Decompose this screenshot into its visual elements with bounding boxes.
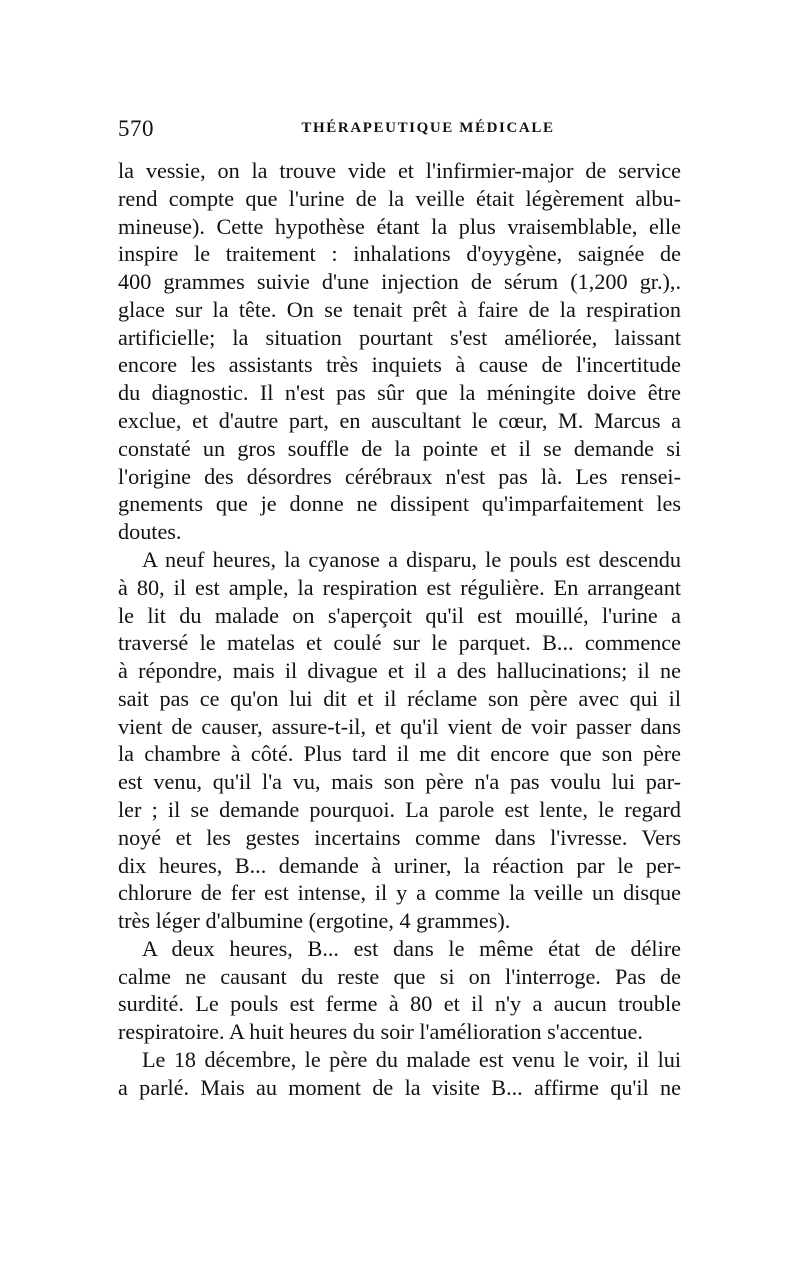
text-line: doutes. [118,519,182,545]
text-line: calme ne causant du reste que si on l'interroge. Pas de [118,963,681,989]
text-line: noyé et les gestes incertains comme dans l'ivresse. Vers [118,824,681,850]
page-number: 570 [118,116,154,141]
text-line: l'origine des désordres cérébraux n'est pas là. Les rensei- [118,463,681,489]
page-header [118,116,680,146]
paragraph-first-line: A deux heures, B... est dans le même état de délire [142,935,681,961]
text-line: encore les assistants très inquiets à cause de l'incertitude [118,352,681,378]
text-line: glace sur la tête. On se tenait prêt à faire de la respiration [118,296,681,322]
text-line: vient de causer, assure-t-il, et qu'il vient de voir passer dans [118,713,681,739]
text-line: traversé le matelas et coulé sur le parquet. B... commence [118,630,681,656]
text-line: 400 grammes suivie d'une injection de sérum (1,200 gr.),. [118,269,681,295]
text-line: a parlé. Mais au moment de la visite B... affirme qu'il ne [118,1074,681,1100]
text-line: la chambre à côté. Plus tard il me dit encore que son père [118,741,681,767]
text-line: surdité. Le pouls est ferme à 80 et il n'y a aucun trouble [118,991,681,1017]
text-line: à répondre, mais il divague et il a des hallucinations; il ne [118,658,681,684]
text-line: chlorure de fer est intense, il y a comme la veille un disque [118,880,681,906]
text-line: mineuse). Cette hypothèse étant la plus vraisemblable, elle [118,213,681,239]
text-line: rend compte que l'urine de la veille était légèrement albu- [118,185,681,211]
text-line: respiratoire. A huit heures du soir l'amélioration s'accentue. [118,1019,643,1045]
text-line: artificielle; la situation pourtant s'est améliorée, laissant [118,324,681,350]
text-line: très léger d'albumine (ergotine, 4 grammes). [118,908,511,934]
text-line: est venu, qu'il l'a vu, mais son père n'a pas voulu lui par- [118,769,681,795]
body-text [118,157,681,1102]
paragraph-first-line: A neuf heures, la cyanose a disparu, le pouls est descendu [142,546,681,572]
text-line: le lit du malade on s'aperçoit qu'il est mouillé, l'urine a [118,602,681,628]
text-line: exclue, et d'autre part, en auscultant le cœur, M. Marcus a [118,408,681,434]
text-line: la vessie, on la trouve vide et l'infirmier-major de service [118,158,681,183]
text-line: à 80, il est ample, la respiration est régulière. En arrangeant [118,574,681,600]
running-title: THÉRAPEUTIQUE MÉDICALE [301,120,555,136]
text-line: constaté un gros souffle de la pointe et il se demande si [118,435,681,461]
text-line: ler ; il se demande pourquoi. La parole est lente, le regard [118,796,681,822]
text-line: dix heures, B... demande à uriner, la réaction par le per- [118,852,681,878]
text-line: sait pas ce qu'on lui dit et il réclame son père avec qui il [118,685,681,711]
text-line: gnements que je donne ne dissipent qu'imparfaitement les [118,491,681,517]
text-line: inspire le traitement : inhalations d'oyygène, saignée de [118,241,681,267]
paragraph-first-line: Le 18 décembre, le père du malade est venu le voir, il lui [142,1047,681,1072]
text-line: du diagnostic. Il n'est pas sûr que la méningite doive être [118,380,681,406]
